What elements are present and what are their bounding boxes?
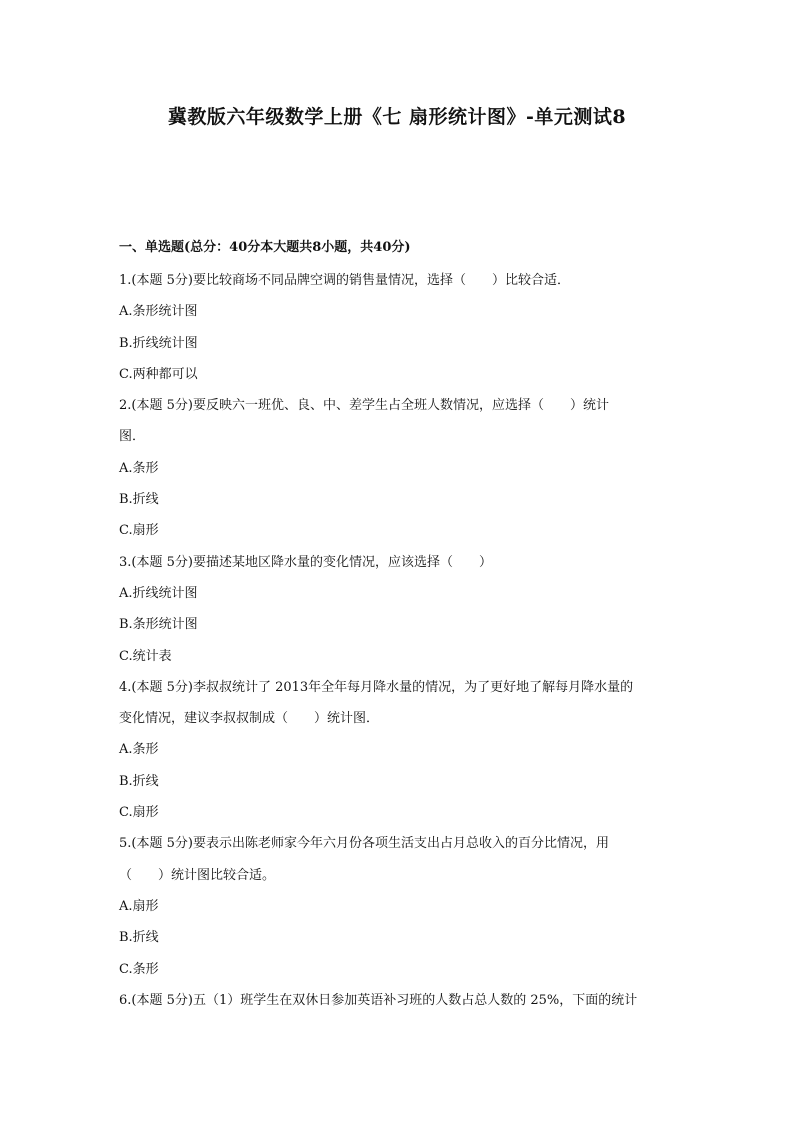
question-text: 1.(本题 5分)要比较商场不同品牌空调的销售量情况，选择（ ）比较合适． (119, 273, 570, 288)
option-b: B.折线 (119, 773, 159, 789)
option-b: B.折线 (119, 492, 159, 508)
question-1 (119, 265, 679, 390)
question-text-continued: （ ）统计图比较合适。 (119, 867, 276, 883)
option-b: B.折线统计图 (119, 335, 198, 351)
question-text: 5.(本题 5分)要表示出陈老师家今年六月份各项生活支出占月总收入的百分比情况，用 (119, 836, 609, 852)
question-2 (119, 390, 679, 546)
question-text: 2.(本题 5分)要反映六一班优、良、中、差学生占全班人数情况，应选择（ ）统计 (119, 398, 609, 414)
question-5 (119, 828, 679, 984)
option-b: B.折线 (119, 930, 159, 946)
question-3 (119, 547, 679, 672)
option-b: B.条形统计图 (119, 617, 198, 633)
question-4 (119, 672, 679, 828)
question-text-continued: 图． (119, 429, 146, 445)
document-title: 冀教版六年级数学上册《七 扇形统计图》-单元测试8 (167, 106, 627, 128)
question-text: 4.(本题 5分)李叔叔统计了 2013年全年每月降水量的情况，为了更好地了解每月降水量的 (119, 679, 634, 695)
option-c: C.扇形 (119, 805, 159, 821)
option-c: C.扇形 (119, 523, 159, 539)
question-6 (119, 985, 679, 1016)
section-heading: 一、单选题(总分：40分本大题共8小题，共40分) (119, 240, 411, 255)
option-c: C.两种都可以 (119, 366, 198, 382)
option-a: A.条形 (119, 742, 159, 758)
question-text-continued: 变化情况，建议李叔叔制成（ ）统计图． (119, 711, 380, 727)
option-a: A.扇形 (119, 898, 159, 914)
option-c: C.统计表 (119, 648, 172, 664)
option-a: A.条形 (119, 460, 159, 476)
question-section (119, 234, 679, 1016)
option-a: A.折线统计图 (119, 585, 198, 601)
question-text: 6.(本题 5分)五（1）班学生在双休日参加英语补习班的人数占总人数的 25%，下面的统计 (119, 992, 638, 1008)
question-text: 3.(本题 5分)要描述某地区降水量的变化情况，应该选择（ ） (119, 554, 492, 570)
option-a: A.条形统计图 (119, 304, 198, 320)
option-c: C.条形 (119, 961, 159, 977)
